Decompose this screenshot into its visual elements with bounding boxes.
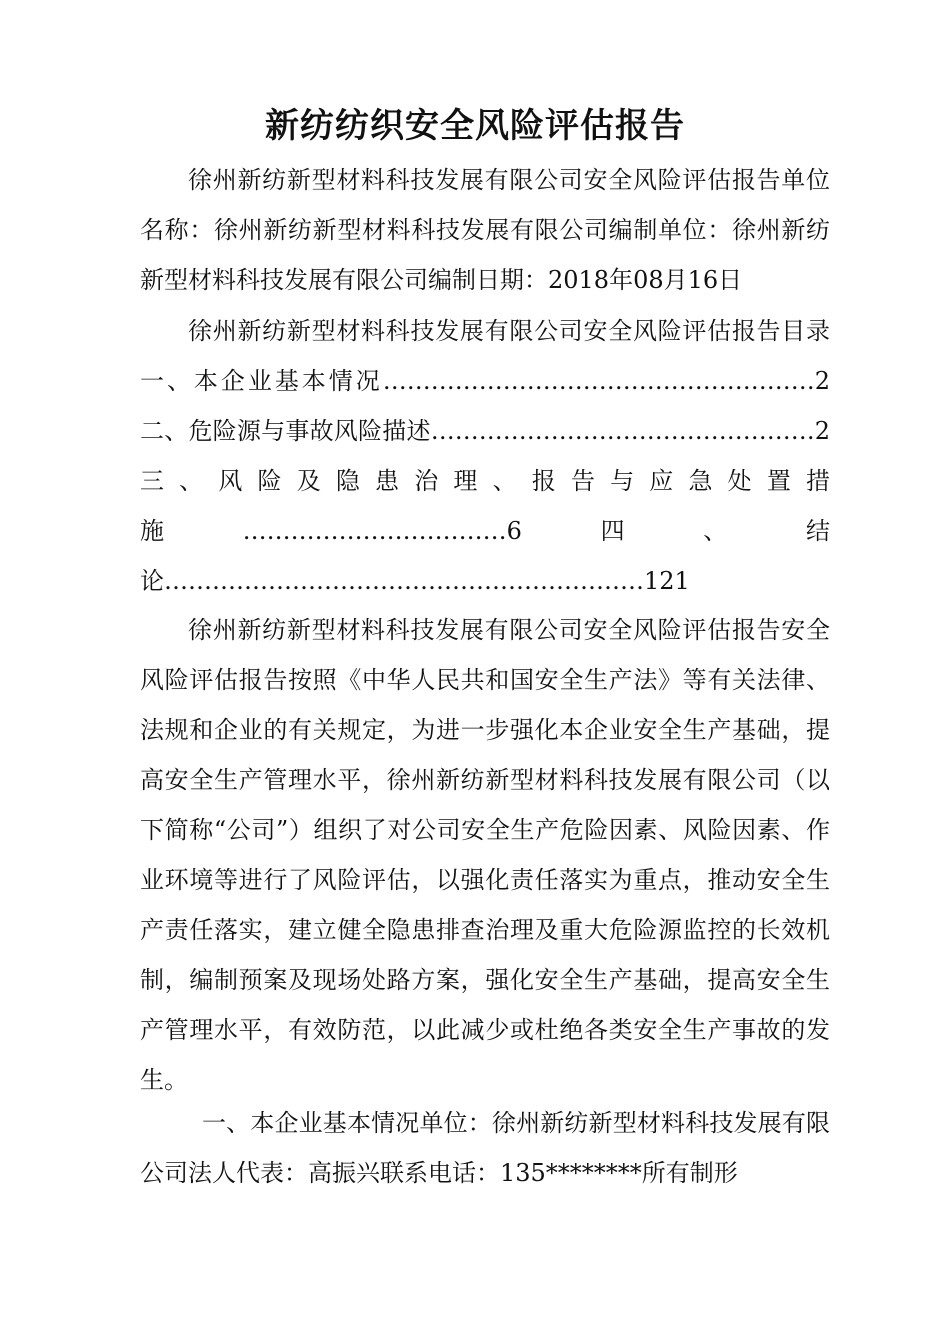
report-info-paragraph: 徐州新纺新型材料科技发展有限公司安全风险评估报告单位名称：徐州新纺新型材料科技发展有限公司编制单位：徐州新纺新型材料科技发展有限公司编制日期：2018年08月16日 bbox=[140, 166, 830, 294]
basic-info-paragraph: 一、本企业基本情况单位：徐州新纺新型材料科技发展有限公司法人代表：高振兴联系电话：135********所有制形 bbox=[140, 1109, 830, 1187]
table-of-contents-paragraph: 徐州新纺新型材料科技发展有限公司安全风险评估报告目录一、本企业基本情况………………………………………………2二、危险源与事故风险描述…………………………………………2三、风险及隐患治理、报告与应急处置措施……………………………6四、结论……………………………………………………121 bbox=[140, 317, 830, 595]
introduction-paragraph: 徐州新纺新型材料科技发展有限公司安全风险评估报告安全风险评估报告按照《中华人民共和国安全生产法》等有关法律、法规和企业的有关规定，为进一步强化本企业安全生产基础，提高安全生产管理水平，徐州新纺新型材料科技发展有限公司（以下简称“公司”）组织了对公司安全生产危险因素、风险因素、作业环境等进行了风险评估，以强化责任落实为重点，推动安全生产责任落实，建立健全隐患排查治理及重大危险源监控的长效机制，编制预案及现场处路方案，强化安全生产基础，提高安全生产管理水平，有效防范，以此减少或杜绝各类安全生产事故的发生。 bbox=[140, 616, 830, 1094]
document-title: 新纺纺织安全风险评估报告 bbox=[265, 106, 685, 146]
